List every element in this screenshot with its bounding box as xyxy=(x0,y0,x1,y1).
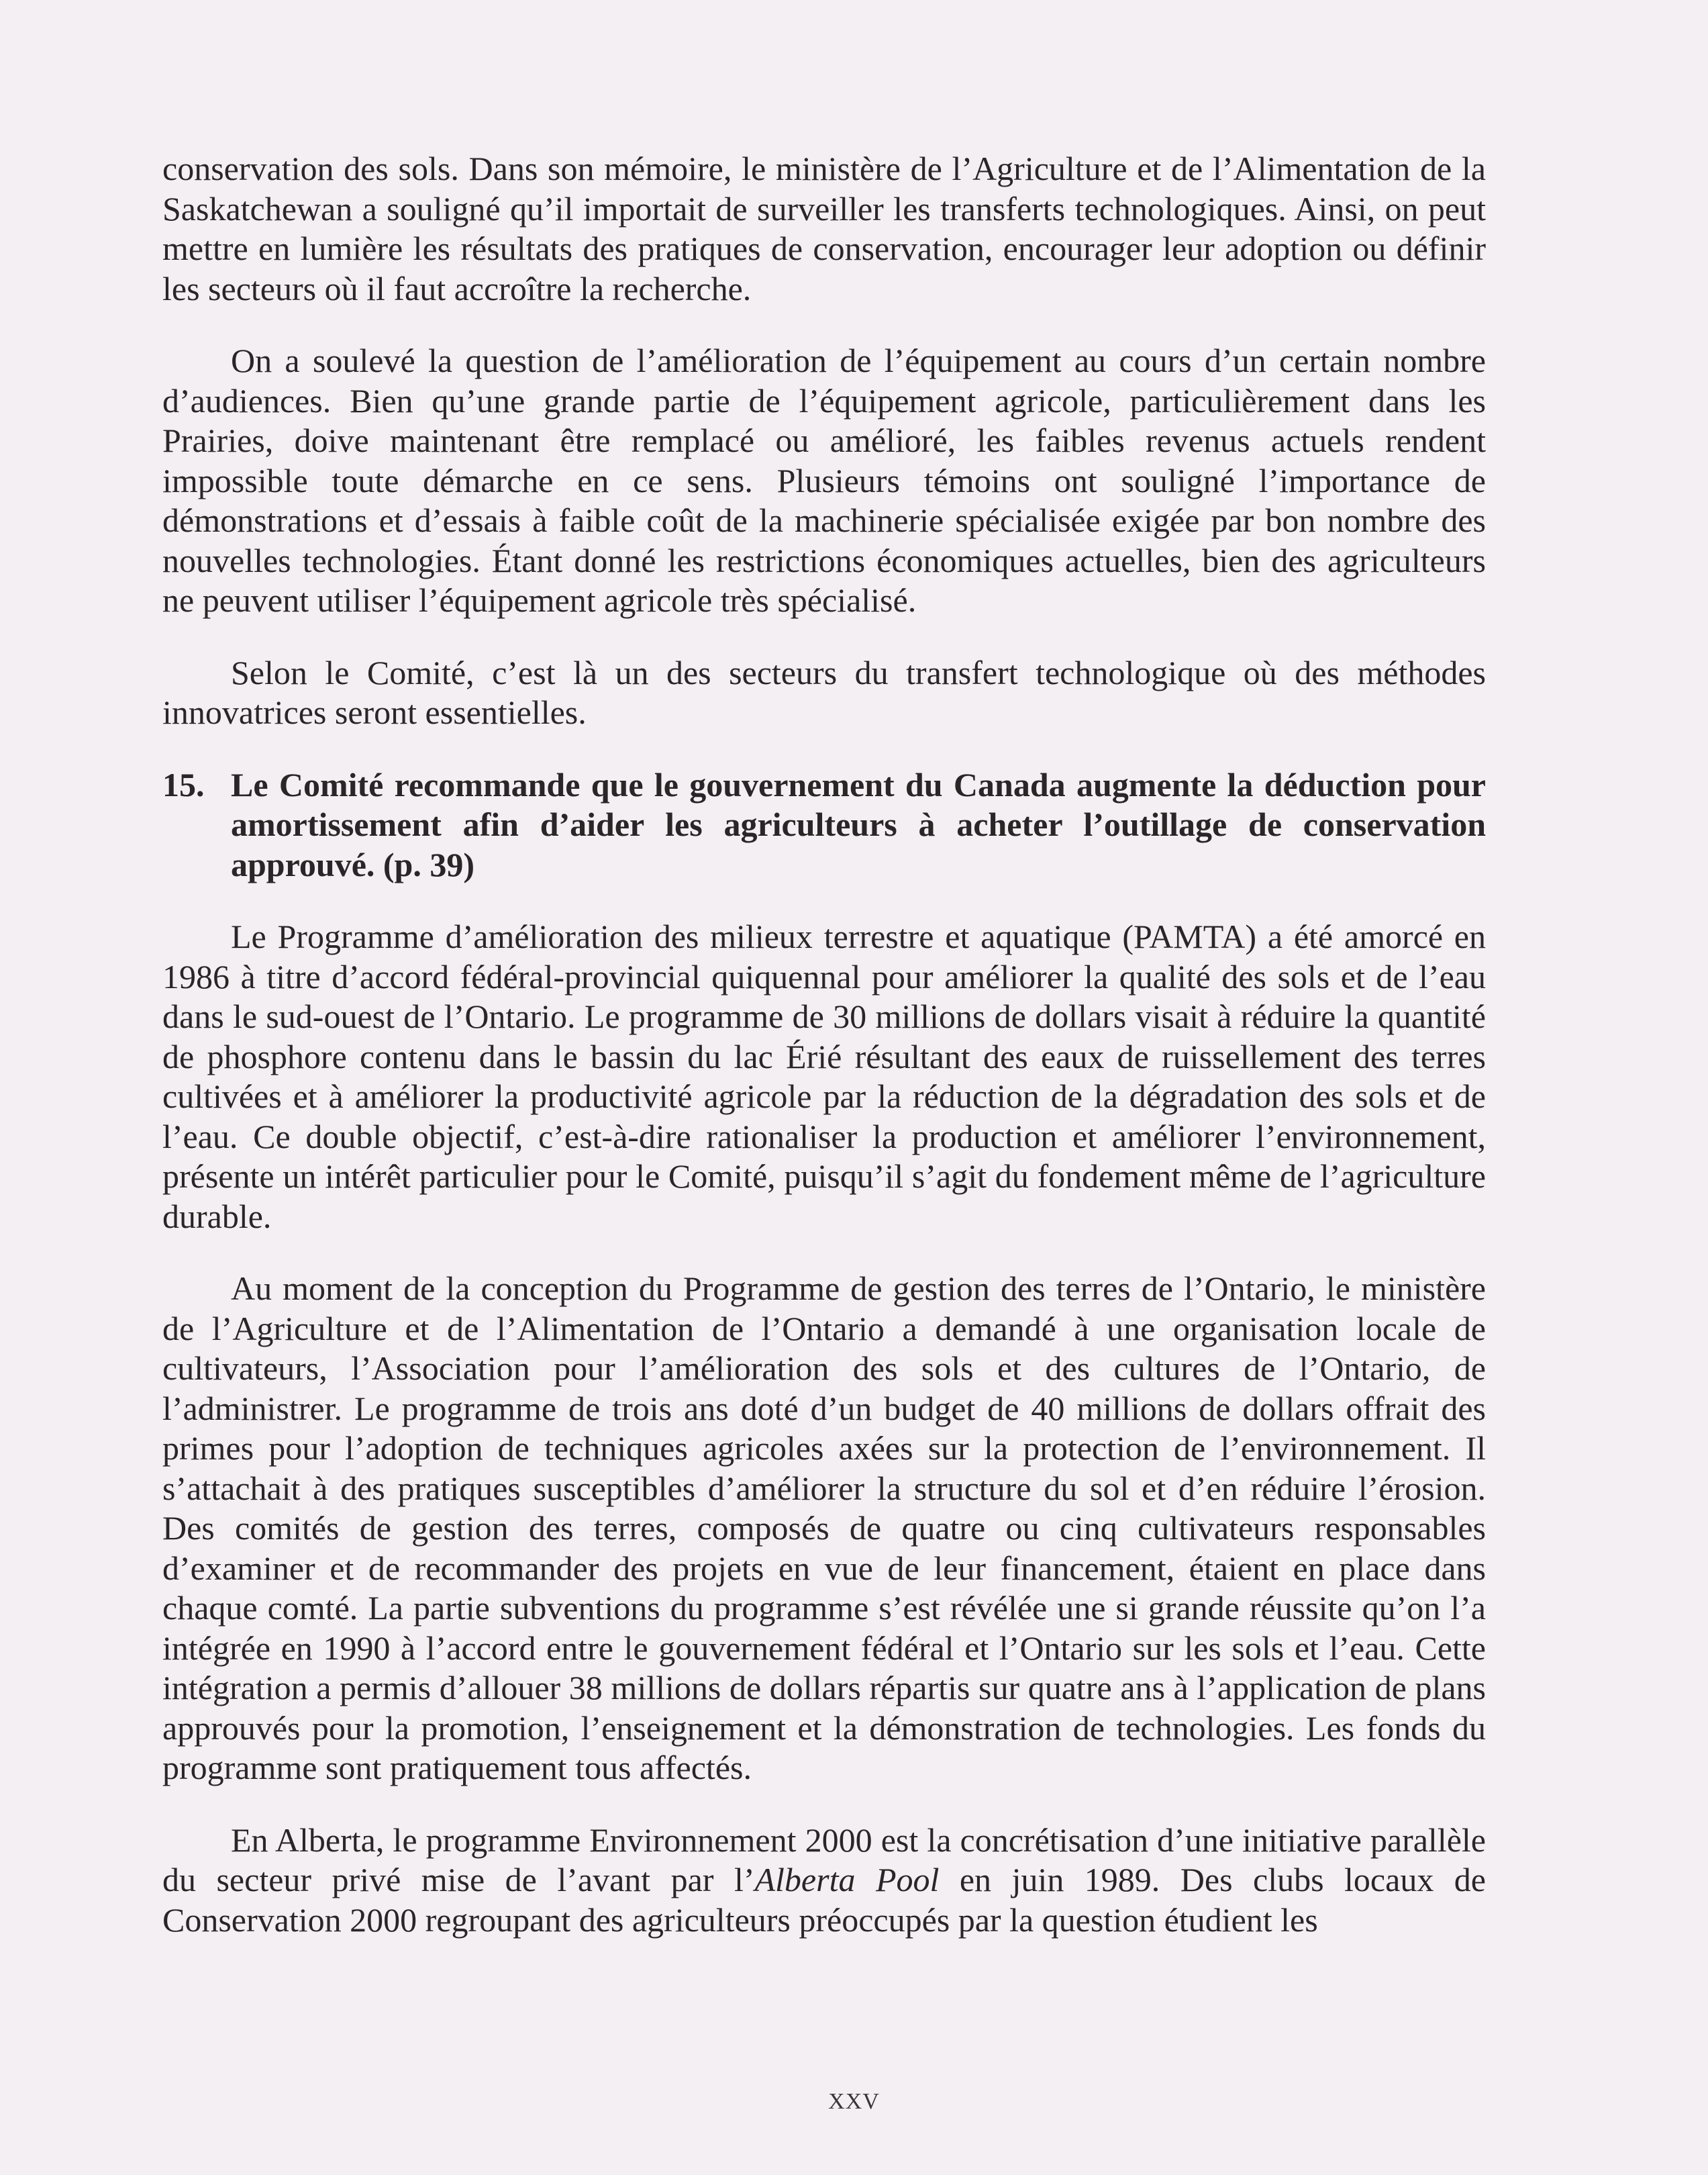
alberta-pool-italic: Alberta Pool xyxy=(754,1861,940,1898)
paragraph-continuation: conservation des sols. Dans son mémoire, le ministère de l’Agriculture et de l’Alimentation de la Saskatchewan a souligné qu’il importait de surveiller les transferts technologiques. Ainsi, on peut mettre en lumière les résultats des pratiques de conservation, encourager leur adoption ou définir les secteurs où il faut accroître la recherche. xyxy=(162,150,1486,307)
alberta-text-before: En Alberta, le programme Environnement 2000 est la concrétisation d’une initiative parallèle du secteur privé mise de l’avant par l’ xyxy=(162,1821,1486,1898)
page-number: XXV xyxy=(828,2089,880,2114)
paragraph-alberta xyxy=(162,1821,1486,1941)
paragraph-committee-opinion: Selon le Comité, c’est là un des secteurs du transfert technologique où des méthodes innovatrices seront essentielles. xyxy=(162,653,1486,731)
paragraph-equipment: On a soulevé la question de l’amélioration de l’équipement au cours d’un certain nombre d’audiences. Bien qu’une grande partie de l’équipement agricole, particulièrement dans les Prairies, doive maintenant être remplacé ou amélioré, les faibles revenus actuels rendent impossible toute démarche en ce sens. Plusieurs témoins ont souligné l’importance de démonstrations et d’essais à faible coût de la machinerie spécialisée exigée par bon nombre des nouvelles technologies. Étant donné les restrictions économiques actuelles, bien des agriculteurs ne peuvent utiliser l’équipement agricole très spécialisé. xyxy=(162,342,1486,619)
body-text xyxy=(162,149,1486,1972)
recommendation-text: Le Comité recommande que le gouvernement du Canada augmente la déduction pour amortissement afin d’aider les agriculteurs à acheter l’outillage de conservation approuvé. (p. 39) xyxy=(231,765,1486,883)
alberta-text-after: en juin 1989. Des clubs locaux de Conservation 2000 regroupant des agriculteurs préoccupés par la question étudient les xyxy=(162,1861,1486,1939)
paragraph-ontario-land-management: Au moment de la conception du Programme de gestion des terres de l’Ontario, le ministère de l’Agriculture et de l’Alimentation de l’Ontario a demandé à une organisation locale de cultivateurs, l’Association pour l’amélioration des sols et des cultures de l’Ontario, de l’administrer. Le programme de trois ans doté d’un budget de 40 millions de dollars offrait des primes pour l’adoption de techniques agricoles axées sur la protection de l’environnement. Il s’attachait à des pratiques susceptibles d’améliorer la structure du sol et d’en réduire l’érosion. Des comités de gestion des terres, composés de quatre ou cinq cultivateurs responsables d’examiner et de recommander des projets en vue de leur financement, étaient en place dans chaque comté. La partie subventions du programme s’est révélée une si grande réussite qu’on l’a intégrée en 1990 à l’accord entre le gouvernement fédéral et l’Ontario sur les sols et l’eau. Cette intégration a permis d’allouer 38 millions de dollars répartis sur quatre ans à l’application de plans approuvés pour la promotion, l’enseignement et la démonstration de technologies. Les fonds du programme sont pratiquement tous affectés. xyxy=(162,1269,1486,1786)
recommendation-15 xyxy=(162,765,1486,885)
recommendation-number: 15. xyxy=(162,765,205,804)
paragraph-pamta: Le Programme d’amélioration des milieux terrestre et aquatique (PAMTA) a été amorcé en 1986 à titre d’accord fédéral-provincial quiquennal pour améliorer la qualité des sols et de l’eau dans le sud-ouest de l’Ontario. Le programme de 30 millions de dollars visait à réduire la quantité de phosphore contenu dans le bassin du lac Érié résultant des eaux de ruissellement des terres cultivées et à améliorer la productivité agricole par la réduction de la dégradation des sols et de l’eau. Ce double objectif, c’est-à-dire rationaliser la production et améliorer l’environnement, présente un intérêt particulier pour le Comité, puisqu’il s’agit du fondement même de l’agriculture durable. xyxy=(162,918,1486,1235)
